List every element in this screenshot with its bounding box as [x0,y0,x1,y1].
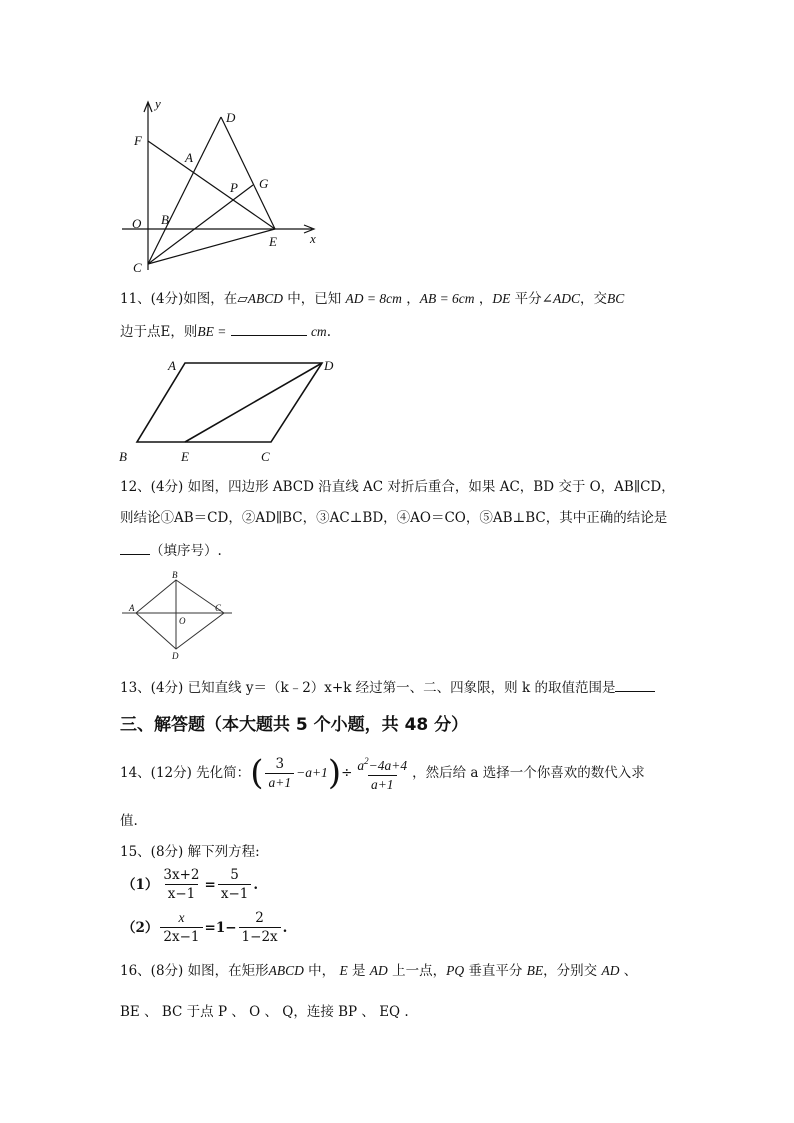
q13-line: 13、(4分) 已知直线 y＝（k﹣2）x+k 经过第一、二、四象限，则 k 的取值范围是 [120,677,655,697]
label-c: C [133,260,142,275]
q12-line1: 12、(4分) 如图，四边形 ABCD 沿直线 AC 对折后重合，如果 AC，BD 交于 O，AB∥CD， [120,479,675,495]
q11-line1: 11、(4分)如图，在▱ABCD 中，已知 AD = 8cm ，AB = 6cm ，DE 平分∠ADC，交BC [120,291,625,307]
label-o: O [132,216,142,231]
q15-prompt: 15、(8分) 解下列方程: [120,844,260,860]
q12-line3: （填序号）. [120,540,222,560]
q15-part1: （1） $\frac{3x+2}{x-1}$ = $\frac{5}{x-1}$ . [122,867,259,902]
rhombus-abcd [136,580,224,649]
label-x: x [310,231,316,246]
label-e: E [269,234,277,249]
q11-label-a: A [168,358,176,373]
q15-p1-left-fraction: $\frac{3x+2}{x-1}$ [163,867,200,902]
q12-label-d: D [172,651,179,661]
q12-label-b: B [172,570,178,580]
label-g: G [259,176,269,191]
q11-label-d: D [324,358,334,373]
label-y: y [155,96,161,111]
q15-p1-right-fraction: $\frac{5}{x-1}$ [218,866,252,903]
label-f: F [134,133,142,148]
section-title: 三、解答题（本大题共 5 个小题，共 48 分） [120,715,469,735]
q14-fraction-2: $\frac{a^2-4a+4}{a+1}$ [357,756,408,792]
q15-p2-right-fraction: $\frac{2}{1-2x}$ [239,909,281,946]
q15-p2-left-fraction: $\frac{x}{2x-1}$ [160,909,202,946]
q11-label-e: E [181,449,189,464]
label-p: P [230,180,238,195]
label-b: B [161,212,169,227]
q16-line2: BE 、 BC 于点 P 、 O 、 Q，连接 BP 、 EQ . [120,1004,409,1020]
q14-fraction-1: $\frac{3}{a+1}$ [265,755,294,792]
q13-answer-blank[interactable] [615,677,655,692]
q11-line2: 边于点E，则BE = cm. [120,321,331,341]
q12-label-o: O [179,616,186,626]
q15-part2: （2） $\frac{x}{2x-1}$ =1− $\frac{2}{1-2x}$ . [122,910,288,945]
q16-line1: 16、(8分) 如图，在矩形ABCD 中， E 是 AD 上一点，PQ 垂直平分 BE，分别交 AD 、 [120,963,638,979]
q12-label-a: A [129,603,135,613]
q14-line2: 值. [120,813,138,829]
q14-line1: 14、(12分) 先化简： ( $\frac{3}{a+1}$ −a+1 ) ÷ $\frac{a^2-4a+4}{a+1}$ ，然后给 a 选择一个你喜欢的数代入求 [120,753,645,793]
label-a: A [185,150,193,165]
q12-label-c: C [215,603,222,613]
q11-label-b: B [119,449,127,464]
q11-label-c: C [261,449,270,464]
label-d: D [226,110,236,125]
q12-line2: 则结论①AB＝CD，②AD∥BC，③AC⊥BD，④AO＝CO，⑤AB⊥BC，其中正确的结论是 [120,510,668,526]
